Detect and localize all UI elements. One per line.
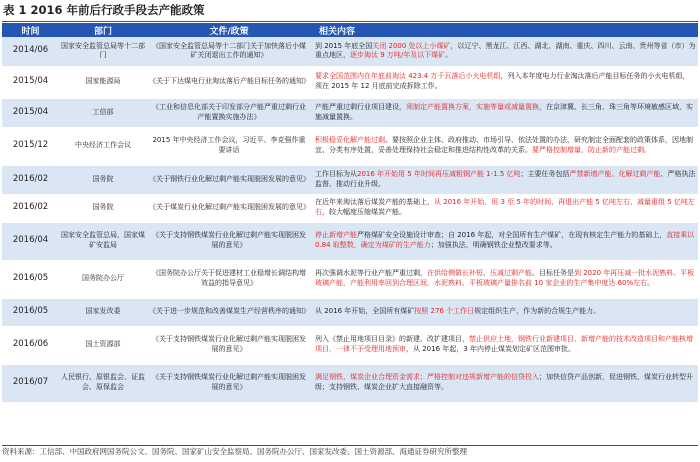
row-content: [311, 98, 698, 127]
row-department: 国家安全监管总局、国家煤矿安监局: [59, 222, 147, 260]
content-text: 列入《禁止用地项目目录》的新建、改扩建项目，: [315, 335, 469, 344]
content-text: 。目标任务是: [532, 269, 574, 278]
content-text: 。: [647, 279, 655, 287]
content-text: ，以辽宁、黑龙江、江西、湖北、湖南、重庆、四川、云南、贵州等省（市）为重点地区，: [315, 41, 696, 60]
top-divider: [2, 21, 698, 22]
content-text: 在近年来淘汰落后煤炭产能的基础上，: [315, 198, 434, 207]
row-time: 2016/04: [2, 222, 59, 260]
highlighted-text: 须制定产能置换方案，实施等量或减量置换: [406, 102, 539, 111]
content-text: 工作目标为从: [315, 169, 357, 178]
highlighted-text: 从 2016 年开始，用 3 至 5 年的时间，再退出产能 5 亿吨左右、减量重组 5 亿吨左右: [315, 198, 695, 216]
row-department: 国家能源局: [59, 66, 147, 98]
highlighted-text: 直接乘以 0.84 取整数，确定为煤矿的生产能力: [315, 231, 695, 249]
row-document: 《国家安全监管总局等十二部门关于加快落后小煤矿关闭退出工作的通知》: [147, 37, 311, 66]
table-row: [2, 127, 698, 165]
row-department: 国务院: [59, 194, 147, 222]
table-row: [2, 37, 698, 66]
content-text: ，在京津冀、长三角、珠三角等环境敏感区域，实施减量置换。: [315, 102, 693, 121]
highlighted-text: 严禁新增产能、化解过剩产能: [569, 169, 661, 178]
content-text: ；加快信贷产品创新，促进钢铁、煤炭行业转型升级；支持钢铁、煤炭企业扩大直接融资等。: [315, 373, 693, 391]
row-content: [311, 222, 698, 260]
highlighted-text: 要求全国范围内在年底前淘汰 423.4 万千瓦落后小火电机组: [315, 72, 501, 81]
content-text: 再次强调水泥等行业产能严重过剩，: [315, 269, 427, 278]
row-document: 《关于钢铁行业化解过剩产能实现脱困发展的意见》: [147, 165, 311, 194]
table-row: [2, 165, 698, 194]
content-text: 严格煤矿安全设施设计审查；自 2016 年起，对全国所有生产煤矿，在现有核定生产能力的基础上，: [357, 231, 667, 240]
header-department: 部门: [59, 23, 147, 37]
row-time: 2015/04: [2, 98, 59, 127]
row-content: [311, 364, 698, 402]
highlighted-text: 要严格控制增量，防止新的产能过剩。: [532, 146, 651, 154]
header-content: 相关内容: [311, 23, 698, 37]
row-department: 人民银行、原银监会、证监会、原保监会: [59, 364, 147, 402]
content-text: 规定组织生产，作为新的合规生产能力。: [474, 307, 601, 316]
policy-table: [2, 23, 698, 403]
content-text: ；加强执法，明确钢铁企业整改要求等。: [430, 241, 557, 249]
table-row: [2, 364, 698, 402]
row-document: 2015 年中央经济工作会议，习近平、李克强作重要讲话: [147, 127, 311, 165]
highlighted-text: 满足钢铁、煤炭企业合理资金需求；严格控制对违规新增产能的信贷投入: [315, 373, 539, 382]
content-text: ，列入本年度电力行业淘汰落后产能目标任务的小火电机组，须在 2015 年 12 月底前完成拆除工作。: [315, 72, 690, 90]
table-header-row: [2, 23, 698, 37]
row-time: 2016/02: [2, 165, 59, 194]
row-content: [311, 165, 698, 194]
row-content: [311, 194, 698, 222]
table-row: [2, 326, 698, 364]
table-title: 表 1 2016 年前后行政手段去产能政策: [3, 3, 205, 17]
row-document: 《关于煤炭行业化解过剩产能实现脱困发展的意见》: [147, 194, 311, 222]
highlighted-text: 2016 年开始用 5 年时间再压减粗钢产能 1-1.5 亿吨: [357, 169, 521, 178]
highlighted-text: 关闭 2000 处以上小煤矿: [372, 41, 451, 50]
row-time: 2016/07: [2, 364, 59, 402]
table-body: [2, 37, 698, 402]
row-content: [311, 37, 698, 66]
highlighted-text: 积极稳妥化解产能过剩: [315, 136, 385, 145]
row-document: 《关于支持钢铁煤炭行业化解过剩产能实现脱困发展的意见》: [147, 364, 311, 402]
table-row: [2, 298, 698, 326]
row-time: 2016/02: [2, 194, 59, 222]
row-document: 《关于支持钢铁煤炭行业化解过剩产能实现脱困发展的意见》: [147, 222, 311, 260]
row-document: 《关于下达煤电行业淘汰落后产能目标任务的通知》: [147, 66, 311, 98]
row-department: 国家安全监管总局等十二部门: [59, 37, 147, 66]
row-time: 2016/05: [2, 298, 59, 326]
highlighted-text: 按照 276 个工作日: [414, 307, 475, 316]
content-text: ；主要任务包括: [520, 169, 570, 178]
row-content: [311, 326, 698, 364]
content-text: 从 2016 年开始，全国所有煤矿: [315, 307, 415, 316]
header-document: 文件/政策: [147, 23, 311, 37]
row-department: 工信部: [59, 98, 147, 127]
row-document: 《国务院办公厅关于促进建材工业稳增长调结构增效益的指导意见》: [147, 260, 311, 298]
header-time: 时间: [2, 23, 59, 37]
table-row: [2, 98, 698, 127]
row-content: [311, 66, 698, 98]
row-document: 《关于进一步规范和改善煤炭生产经营秩序的通知》: [147, 298, 311, 326]
row-content: [311, 127, 698, 165]
row-time: 2016/05: [2, 260, 59, 298]
highlighted-text: 停止新增产能: [315, 231, 357, 240]
row-department: 国务院: [59, 165, 147, 194]
row-department: 国务院办公厅: [59, 260, 147, 298]
content-text: 到 2015 年底全国: [315, 41, 373, 50]
highlighted-text: 在供给侧做长补短、压减过剩产能: [427, 269, 532, 278]
content-text: 产能严重过剩行业项目建设，: [315, 102, 406, 111]
content-text: 。要按照企业主体、政府推动、市场引导、依法处置的办法，研究制定全面配套的政策体系，因地制宜、分类有序处置，妥善处理保持社会稳定和推进结构性改革的关系。: [315, 136, 693, 154]
row-content: [311, 298, 698, 326]
highlighted-text: 到 2020 年再压减一批水泥熟料、平板玻璃产能，产能利用率回到合理区间，水泥熟料、平板玻璃产量排名前 10 家企业的生产集中度达 60%左右: [315, 269, 695, 287]
row-time: 2015/04: [2, 66, 59, 98]
table-row: [2, 194, 698, 222]
content-text: 、严格执法监督、推动行业升级。: [315, 169, 696, 188]
content-text: 。: [445, 51, 453, 60]
row-department: 国家发改委: [59, 298, 147, 326]
row-time: 2015/12: [2, 127, 59, 165]
content-text: ，从 2016 年起，3 年内停止煤炭划定矿区范围审批。: [406, 345, 575, 353]
row-document: 《关于支持钢铁煤炭行业化解过剩产能实现脱困发展的意见》: [147, 326, 311, 364]
row-time: 2016/06: [2, 326, 59, 364]
highlighted-text: 逐步淘汰 9 万吨/年及以下煤矿: [350, 51, 446, 60]
highlighted-text: 禁止供应土地，钢铁行业新建项目、新增产能的技术改造项目和产能核增项目，一律不予受理用地预审: [315, 335, 693, 353]
source-footer: 资料来源：工信部、中国政府网国务院公文、国务院、国家矿山安全监察局、国务院办公厅、国家发改委、国土资源部、海通证券研究所整理: [2, 447, 467, 456]
row-content: [311, 260, 698, 298]
table-row: [2, 66, 698, 98]
row-time: 2014/06: [2, 37, 59, 66]
row-document: 《工业和信息化部关于印发部分产能严重过剩行业产能置换实施办法》: [147, 98, 311, 127]
row-department: 国土资源部: [59, 326, 147, 364]
table-row: [2, 222, 698, 260]
row-department: 中央经济工作会议: [59, 127, 147, 165]
table-row: [2, 260, 698, 298]
content-text: ，较大幅度压缩煤炭产能。: [322, 208, 406, 216]
